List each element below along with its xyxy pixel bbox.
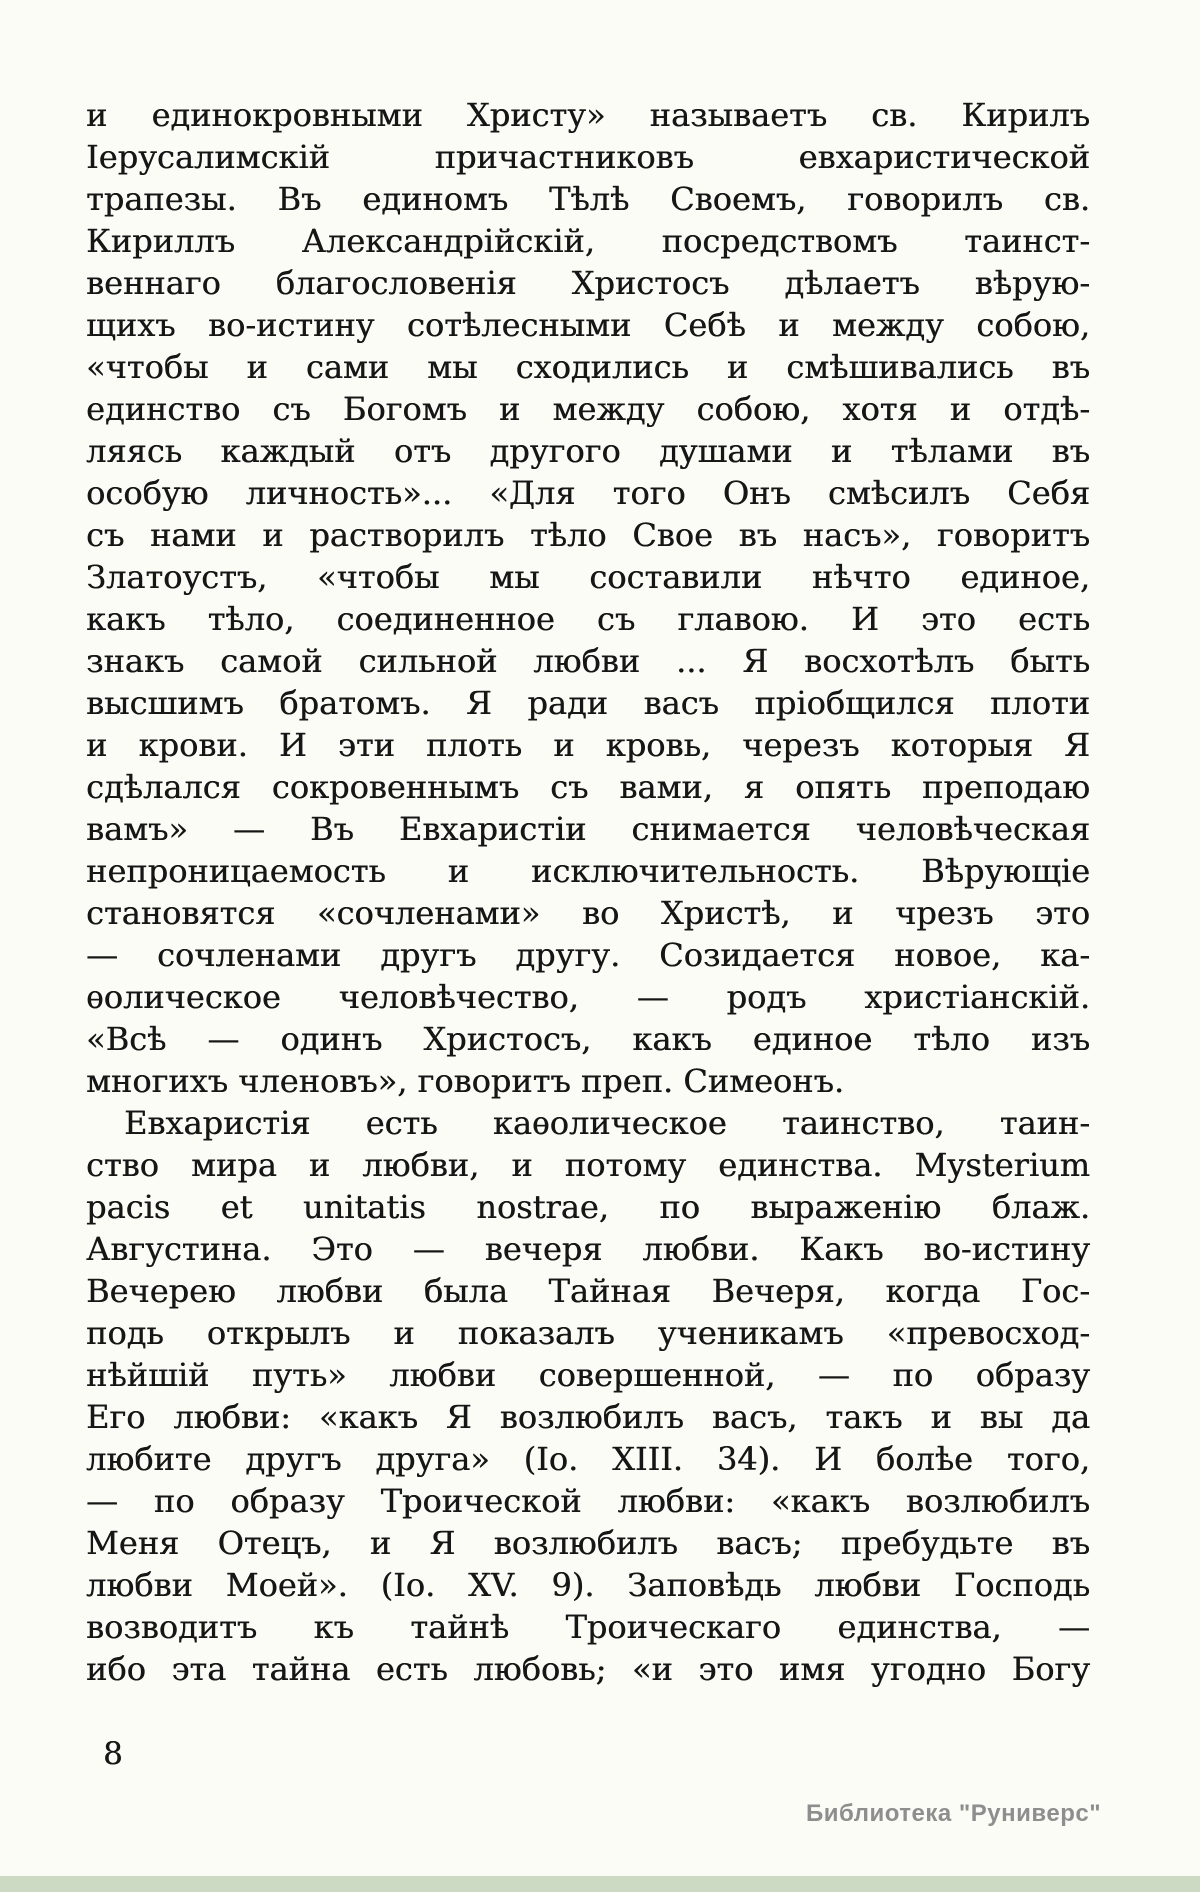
text-line: Его любви: «какъ Я возлюбилъ васъ, такъ и вы да [86, 1398, 1090, 1436]
text-line: «Всѣ — одинъ Христосъ, какъ единое тѣло изъ [86, 1020, 1090, 1058]
text-line: и крови. И эти плоть и кровь, черезъ которыя Я [86, 726, 1090, 764]
text-line: ляясь каждый отъ другого душами и тѣлами въ [86, 432, 1090, 470]
text-line: — сочленами другъ другу. Созидается новое, ка- [86, 936, 1090, 974]
text-line: Кириллъ Александрійскій, посредствомъ таинст- [86, 222, 1090, 260]
text-line: непроницаемость и исключительность. Вѣрующіе [86, 852, 1090, 890]
text-line: Іерусалимскій причастниковъ евхаристической [86, 138, 1090, 176]
text-line: веннаго благословенія Христосъ дѣлаетъ вѣрую- [86, 264, 1090, 302]
text-line: какъ тѣло, соединенное съ главою. И это есть [86, 600, 1090, 638]
text-line: ибо эта тайна есть любовь; «и это имя угодно Богу [86, 1650, 1090, 1688]
library-watermark: Библиотека "Руниверс" [806, 1800, 1102, 1827]
text-line: сдѣлался сокровеннымъ съ вами, я опять преподаю [86, 768, 1090, 806]
text-line: съ нами и растворилъ тѣло Свое въ насъ», говоритъ [86, 516, 1090, 554]
text-line: щихъ во-истину сотѣлесными Себѣ и между собою, [86, 306, 1090, 344]
text-line: особую личность»... «Для того Онъ смѣсилъ Себя [86, 474, 1090, 512]
text-line: Меня Отецъ, и Я возлюбилъ васъ; пребудьте въ [86, 1524, 1090, 1562]
text-line: Златоустъ, «чтобы мы составили нѣчто единое, [86, 558, 1090, 596]
bottom-green-bar [0, 1876, 1200, 1892]
text-line: многихъ членовъ», говоритъ преп. Симеонъ. [86, 1062, 845, 1100]
text-line: и единокровными Христу» называетъ св. Кирилъ [86, 96, 1090, 134]
text-line: Августина. Это — вечеря любви. Какъ во-истину [86, 1230, 1090, 1268]
text-line: «чтобы и сами мы сходились и смѣшивались въ [86, 348, 1090, 386]
text-line: Евхаристія есть каѳолическое таинство, таин- [124, 1104, 1090, 1142]
page-text-block [86, 94, 1090, 1690]
text-line: ство мира и любви, и потому единства. Mysterium [86, 1146, 1090, 1184]
text-line: любви Моей». (Іо. XV. 9). Заповѣдь любви Господь [86, 1566, 1090, 1604]
text-line: подь открылъ и показалъ ученикамъ «превосход- [86, 1314, 1090, 1352]
text-line: pacis et unitatis nostrae, по выраженію блаж. [86, 1188, 1090, 1226]
text-line: — по образу Троической любви: «какъ возлюбилъ [86, 1482, 1090, 1520]
text-line: нѣйшій путь» любви совершенной, — по образу [86, 1356, 1090, 1394]
text-line: высшимъ братомъ. Я ради васъ пріобщился плоти [86, 684, 1090, 722]
page-number: 8 [103, 1736, 123, 1772]
text-line: единство съ Богомъ и между собою, хотя и отдѣ- [86, 390, 1090, 428]
text-line: любите другъ друга» (Іо. XIII. 34). И болѣе того, [86, 1440, 1090, 1478]
text-line: Вечерею любви была Тайная Вечеря, когда Гос- [86, 1272, 1090, 1310]
text-line: ѳолическое человѣчество, — родъ христіанскій. [86, 978, 1090, 1016]
text-line: вамъ» — Въ Евхаристіи снимается человѣческая [86, 810, 1090, 848]
text-line: возводитъ къ тайнѣ Троическаго единства, — [86, 1608, 1090, 1646]
text-line: знакъ самой сильной любви ... Я восхотѣлъ быть [86, 642, 1090, 680]
text-line: трапезы. Въ единомъ Тѣлѣ Своемъ, говорилъ св. [86, 180, 1090, 218]
text-line: становятся «сочленами» во Христѣ, и чрезъ это [86, 894, 1090, 932]
